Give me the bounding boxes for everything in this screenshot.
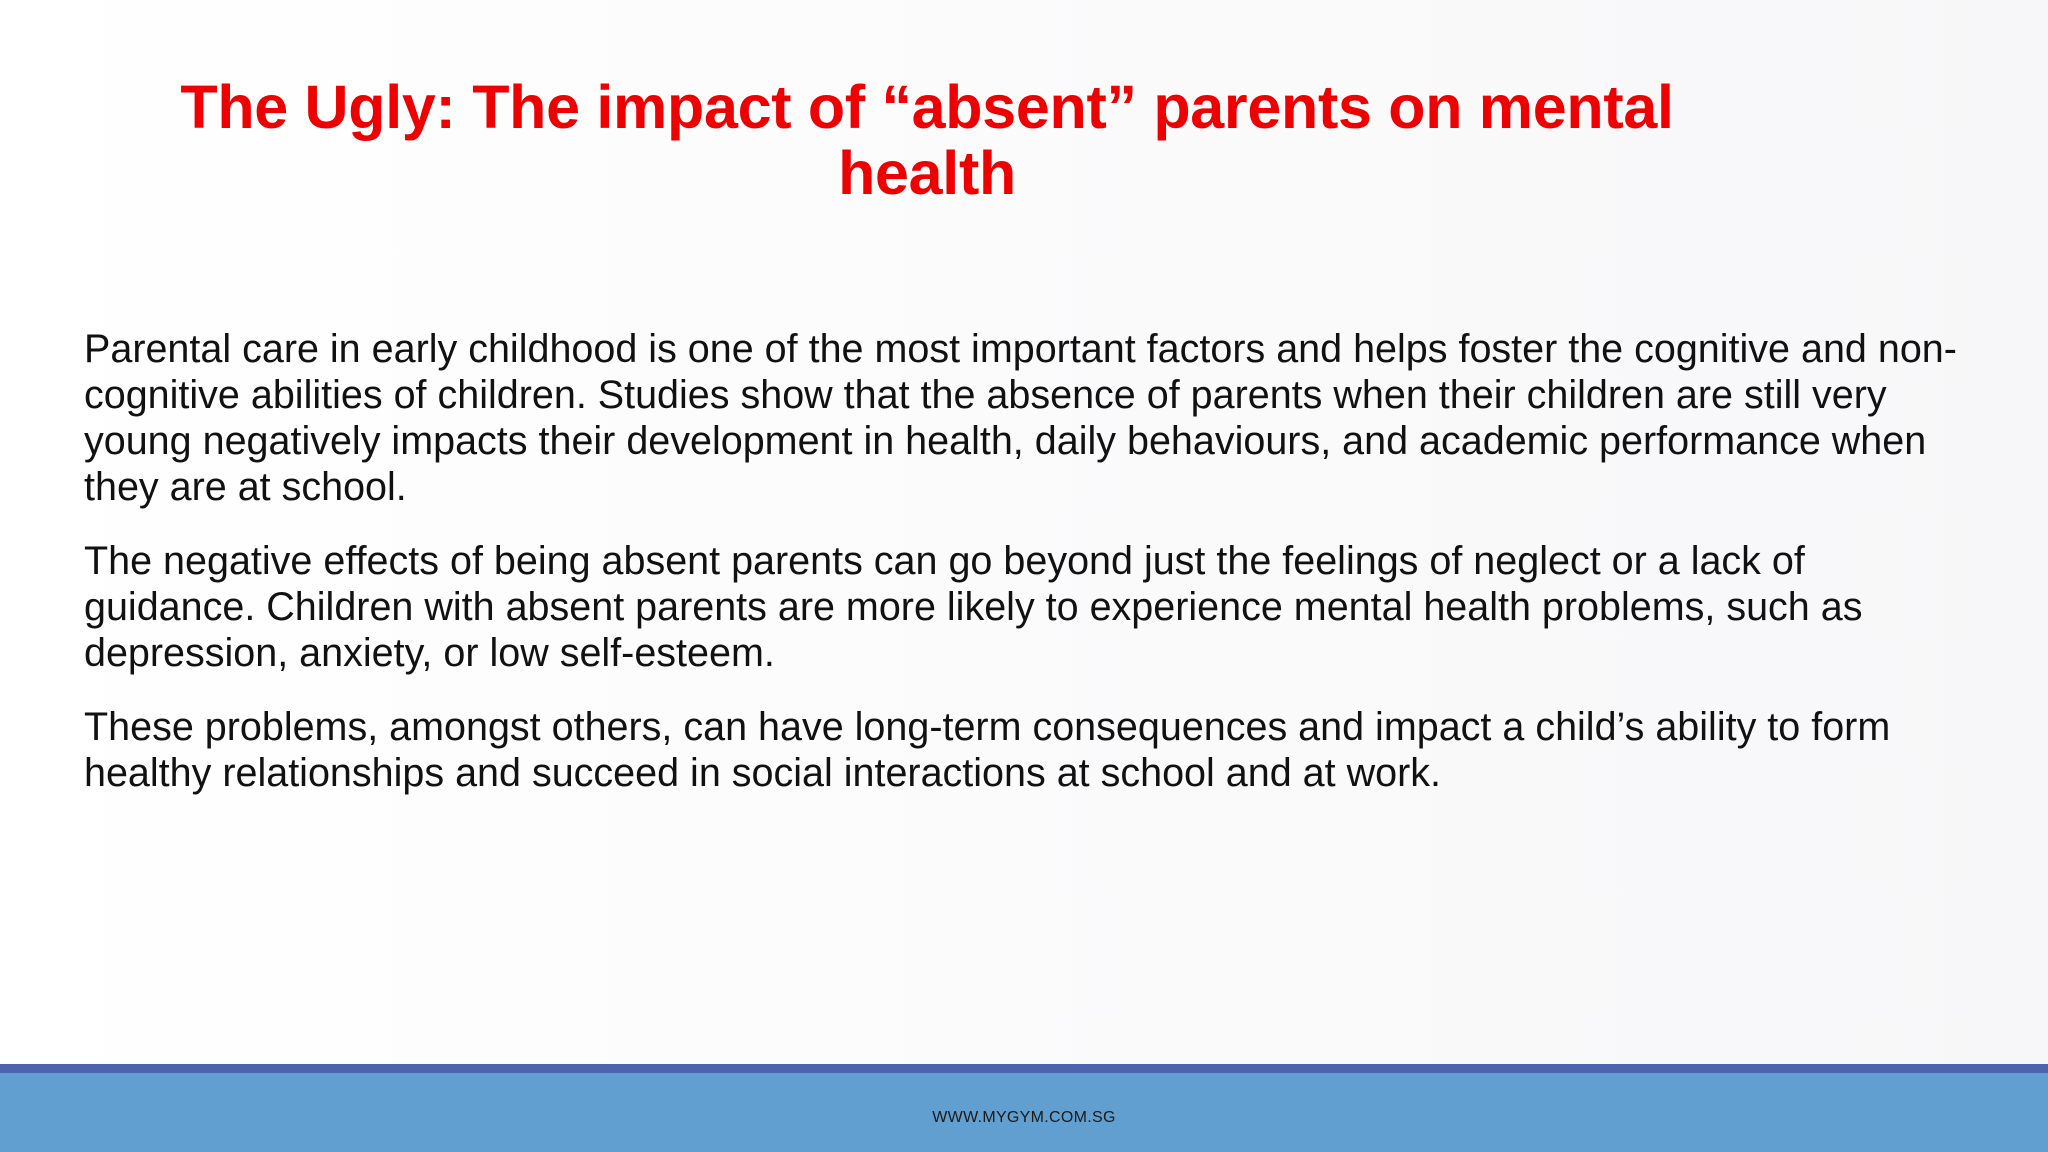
paragraph-negative-effects: The negative effects of being absent parents can go beyond just the feelings of neglect or a lack of guidance. Children with absent parents are more likely to experience mental health problems, such as depression, anxiety, or low self-esteem. — [84, 539, 1863, 675]
slide-body — [84, 326, 1984, 824]
paragraph-parental-care: Parental care in early childhood is one of the most important factors and helps foster the cognitive and non-cognitive abilities of children. Studies show that the absence of parents when their children are still very young negatively impacts their development in health, daily behaviours, and academic performance when they are at school. — [84, 327, 1957, 509]
footer-divider — [0, 1064, 2048, 1073]
footer-website: WWW.MYGYM.COM.SG — [932, 1109, 1116, 1126]
paragraph-long-term-consequences: These problems, amongst others, can have long-term consequences and impact a child’s ability to form healthy relationships and succeed in social interactions at school and at work. — [84, 705, 1891, 795]
slide-title: The Ugly: The impact of “absent” parents on mental health — [180, 73, 1674, 207]
